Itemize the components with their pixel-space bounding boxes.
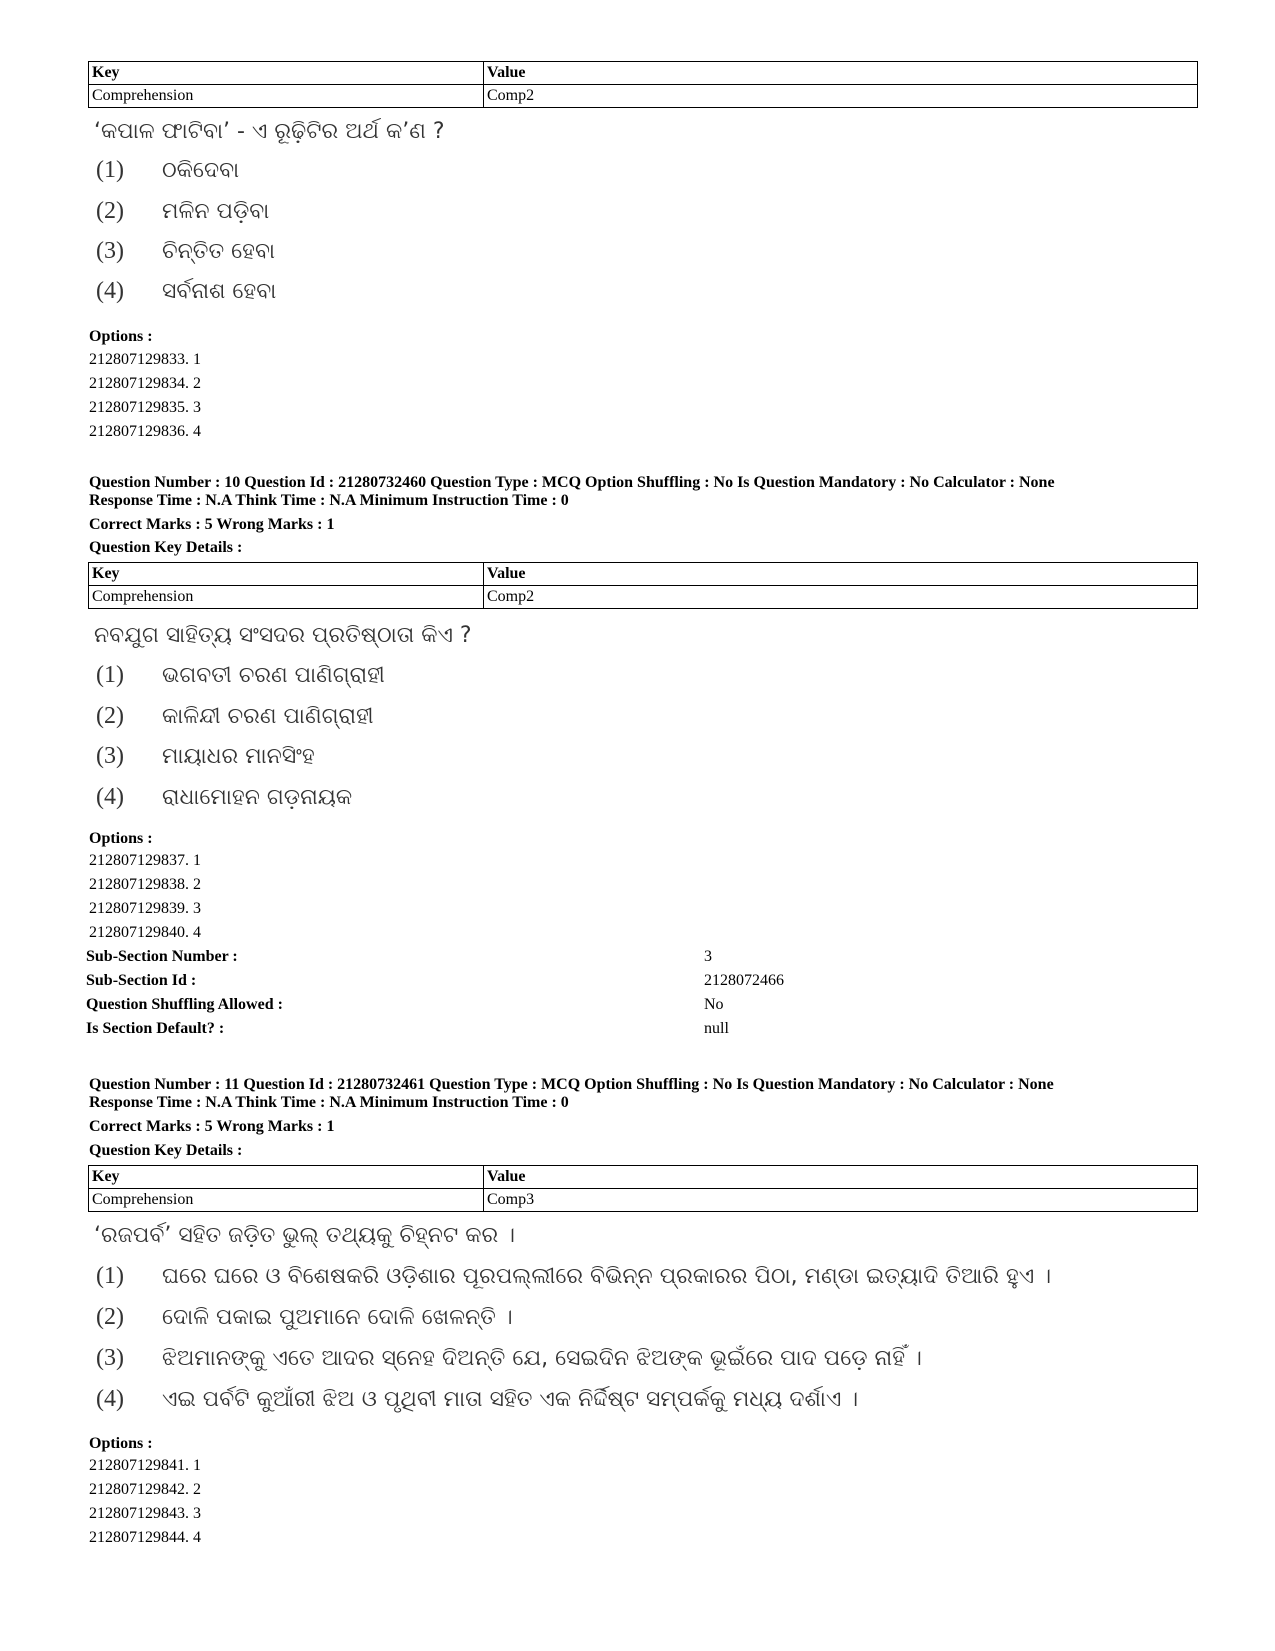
option-id: 212807129838. 2 — [89, 876, 201, 893]
subsection-values — [704, 945, 784, 1041]
question-key-details: Question Key Details : — [89, 1142, 243, 1159]
question-header: Question Number : 10 Question Id : 21280732460 Question Type : MCQ Option Shuffling : No Is Question Mandatory : No Calculator : None — [89, 474, 1055, 491]
key-cell: Comprehension — [89, 1189, 484, 1212]
question-header: Question Number : 11 Question Id : 21280732461 Question Type : MCQ Option Shuffling : No Is Question Mandatory : No Calculator : None — [89, 1076, 1054, 1093]
option-id: 212807129844. 4 — [89, 1529, 201, 1546]
option-id: 212807129837. 1 — [89, 852, 201, 869]
question-key-table — [88, 562, 1198, 609]
option-id: 212807129842. 2 — [89, 1481, 201, 1498]
key-header: Key — [89, 62, 484, 85]
options-label: Options : — [89, 830, 153, 847]
value-cell: Comp3 — [484, 1189, 1198, 1212]
value-cell: Comp2 — [484, 586, 1198, 609]
option-id: 212807129836. 4 — [89, 423, 201, 440]
question-marks: Correct Marks : 5 Wrong Marks : 1 — [89, 516, 335, 533]
choice-2: (2) କାଳିନ୍ଦୀ ଚରଣ ପାଣିଗ୍ରାହୀ — [96, 703, 374, 729]
question-key-table — [88, 1165, 1198, 1212]
choice-4: (4) ଏଇ ପର୍ବଟି କୁଆଁରୀ ଝିଅ ଓ ପୃଥିବୀ ମାତା ସହିତ ଏକ ନିର୍ଦ୍ଦିଷ୍ଟ ସମ୍ପର୍କକୁ ମଧ୍ୟ ଦର୍ଶାଏ । — [96, 1386, 859, 1412]
options-label: Options : — [89, 328, 153, 345]
subsection-number-label: Sub-Section Number : — [86, 948, 238, 965]
choice-3: (3) ଝିଅମାନଙ୍କୁ ଏତେ ଆଦର ସ୍ନେହ ଦିଅନ୍ତି ଯେ, ସେଇଦିନ ଝିଅଙ୍କ ଭୂଇଁରେ ପାଦ ପଡ଼େ ନାହିଁ । — [96, 1345, 922, 1371]
choice-2: (2) ଦୋଳି ପକାଇ ପୁଅମାନେ ଦୋଳି ଖେଳନ୍ତି । — [96, 1304, 513, 1330]
section-default-value: null — [704, 1020, 729, 1037]
question-timing: Response Time : N.A Think Time : N.A Minimum Instruction Time : 0 — [89, 1094, 569, 1111]
options-list — [89, 348, 201, 444]
subsection-id-value: 2128072466 — [704, 972, 784, 989]
choice-3: (3) ଚିନ୍ତିତ ହେବା — [96, 238, 276, 264]
choice-1: (1) ଠକିଦେବା — [96, 157, 240, 183]
option-id: 212807129833. 1 — [89, 351, 201, 368]
subsection-labels — [86, 945, 283, 1041]
value-header: Value — [484, 563, 1198, 586]
choice-2: (2) ମଳିନ ପଡ଼ିବା — [96, 198, 270, 224]
section-default-label: Is Section Default? : — [86, 1020, 225, 1037]
options-label: Options : — [89, 1435, 153, 1452]
question-shuffling-label: Question Shuffling Allowed : — [86, 996, 283, 1013]
key-header: Key — [89, 563, 484, 586]
option-id: 212807129841. 1 — [89, 1457, 201, 1474]
question-key-table — [88, 61, 1198, 108]
value-cell: Comp2 — [484, 85, 1198, 108]
question-text: ‘ରଜପର୍ବ’ ସହିତ ଜଡ଼ିତ ଭୁଲ୍ ତଥ୍ୟକୁ ଚିହ୍ନଟ କର । — [94, 1223, 516, 1248]
question-timing: Response Time : N.A Think Time : N.A Minimum Instruction Time : 0 — [89, 492, 569, 509]
options-list — [89, 849, 201, 945]
option-id: 212807129843. 3 — [89, 1505, 201, 1522]
key-header: Key — [89, 1166, 484, 1189]
question-key-details: Question Key Details : — [89, 539, 243, 556]
subsection-id-label: Sub-Section Id : — [86, 972, 197, 989]
choice-4: (4) ରାଧାମୋହନ ଗଡ଼ନାୟକ — [96, 784, 353, 810]
choice-3: (3) ମାୟାଧର ମାନସିଂହ — [96, 743, 315, 769]
key-cell: Comprehension — [89, 586, 484, 609]
question-text: ନବଯୁଗ ସାହିତ୍ୟ ସଂସଦର ପ୍ରତିଷ୍ଠାତା କିଏ ? — [94, 623, 472, 648]
options-list — [89, 1454, 201, 1550]
choice-1: (1) ଭଗବତୀ ଚରଣ ପାଣିଗ୍ରାହୀ — [96, 662, 385, 688]
question-shuffling-value: No — [704, 996, 724, 1013]
option-id: 212807129840. 4 — [89, 924, 201, 941]
key-cell: Comprehension — [89, 85, 484, 108]
subsection-number-value: 3 — [704, 948, 712, 965]
question-text: ‘କପାଳ ଫାଟିବା’ - ଏ ରୂଢ଼ିଟିର ଅର୍ଥ କ’ଣ ? — [94, 119, 445, 144]
question-marks: Correct Marks : 5 Wrong Marks : 1 — [89, 1118, 335, 1135]
value-header: Value — [484, 62, 1198, 85]
choice-4: (4) ସର୍ବନାଶ ହେବା — [96, 278, 277, 304]
choice-1: (1) ଘରେ ଘରେ ଓ ବିଶେଷକରି ଓଡ଼ିଶାର ପୂରପଲ୍ଲୀରେ ବିଭିନ୍ନ ପ୍ରକାରର ପିଠା, ମଣ୍ଡା ଇତ୍ୟାଦି ତିଆରି ହୁଏ । — [96, 1263, 1052, 1289]
value-header: Value — [484, 1166, 1198, 1189]
option-id: 212807129835. 3 — [89, 399, 201, 416]
option-id: 212807129839. 3 — [89, 900, 201, 917]
option-id: 212807129834. 2 — [89, 375, 201, 392]
